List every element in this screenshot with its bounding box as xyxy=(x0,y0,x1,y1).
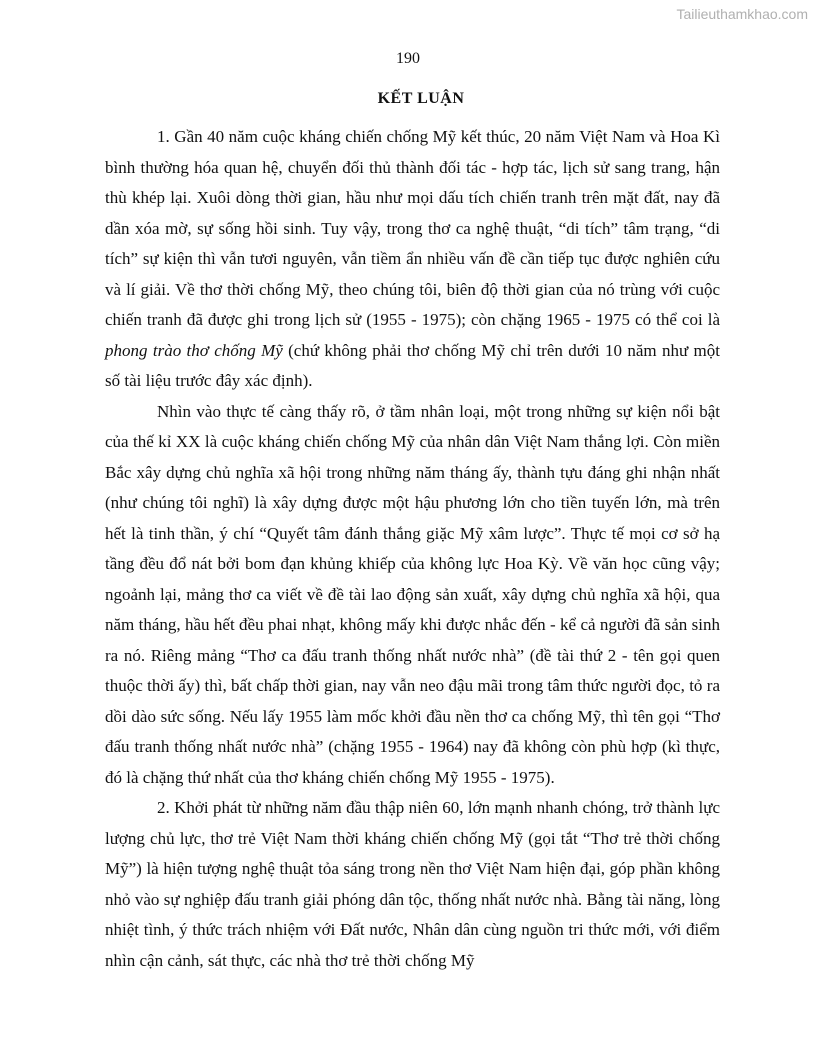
paragraph-1-emphasis: phong trào thơ chống Mỹ xyxy=(105,340,283,360)
page-number: 190 xyxy=(396,50,420,67)
paragraph-2: Nhìn vào thực tế càng thấy rõ, ở tầm nhân loại, một trong những sự kiện nổi bật của thế kỉ XX là cuộc kháng chiến chống Mỹ của nhân dân Việt Nam thắng lợi. Còn miền Bắc xây dựng chủ nghĩa xã hội trong những năm tháng ấy, thành tựu đáng ghi nhận nhất (như chúng tôi nghĩ) là xây dựng được một hậu phương lớn cho tiền tuyến lớn, mà trên hết là tinh thần, ý chí “Quyết tâm đánh thắng giặc Mỹ xâm lược”. Thực tế mọi cơ sở hạ tầng đều đổ nát bởi bom đạn khủng khiếp của không lực Hoa Kỳ. Về văn học cũng vậy; ngoảnh lại, mảng thơ ca viết về đề tài lao động sản xuất, xây dựng chủ nghĩa xã hội, qua năm tháng, hầu hết đều phai nhạt, không mấy khi được nhắc đến - kể cả người đã sản sinh ra nó. Riêng mảng “Thơ ca đấu tranh thống nhất nước nhà” (đề tài thứ 2 - tên gọi quen thuộc thời ấy) thì, bất chấp thời gian, nay vẫn neo đậu mãi trong tâm thức người đọc, tỏ ra dồi dào sức sống. Nếu lấy 1955 làm mốc khởi đầu nền thơ ca chống Mỹ, thì tên gọi “Thơ đấu tranh thống nhất nước nhà” (chặng 1955 - 1964) nay đã không còn phù hợp (kì thực, đó là chặng thứ nhất của thơ kháng chiến chống Mỹ 1955 - 1975). xyxy=(105,401,720,787)
body-text xyxy=(105,122,720,976)
paragraph-1-text-start: 1. Gần 40 năm cuộc kháng chiến chống Mỹ kết thúc, 20 năm Việt Nam và Hoa Kì bình thường hóa quan hệ, chuyển đối thủ thành đối tác - hợp tác, lịch sử sang trang, hận thù khép lại. Xuôi dòng thời gian, hầu như mọi dấu tích chiến tranh trên mặt đất, nay đã dần xóa mờ, sự sống hồi sinh. Tuy vậy, trong thơ ca nghệ thuật, “di tích” tâm trạng, “di tích” sự kiện thì vẫn tươi nguyên, vẫn tiềm ẩn nhiều vấn đề cần tiếp tục được nghiên cứu và lí giải. Về thơ thời chống Mỹ, theo chúng tôi, biên độ thời gian của nó trùng với cuộc chiến tranh đã được ghi trong lịch sử (1955 - 1975); còn chặng 1965 - 1975 có thể coi là xyxy=(105,127,720,329)
page-title: KẾT LUẬN xyxy=(377,90,465,107)
paragraph-1-text-end: (chứ không phải thơ chống Mỹ chỉ trên dưới 10 năm như một số tài liệu trước đây xác định). xyxy=(105,340,720,390)
paragraph-3: 2. Khởi phát từ những năm đầu thập niên 60, lớn mạnh nhanh chóng, trở thành lực lượng chủ lực, thơ trẻ Việt Nam thời kháng chiến chống Mỹ (gọi tắt “Thơ trẻ thời chống Mỹ”) là hiện tượng nghệ thuật tỏa sáng trong nền thơ Việt Nam hiện đại, góp phần không nhỏ vào sự nghiệp đấu tranh giải phóng dân tộc, thống nhất nước nhà. Bằng tài năng, lòng nhiệt tình, ý thức trách nhiệm với Đất nước, Nhân dân cùng nguồn tri thức mới, với điểm nhìn cận cảnh, sát thực, các nhà thơ trẻ thời chống Mỹ xyxy=(105,798,720,970)
paragraph-1 xyxy=(105,122,720,397)
watermark: Tailieuthamkhao.com xyxy=(676,6,808,22)
